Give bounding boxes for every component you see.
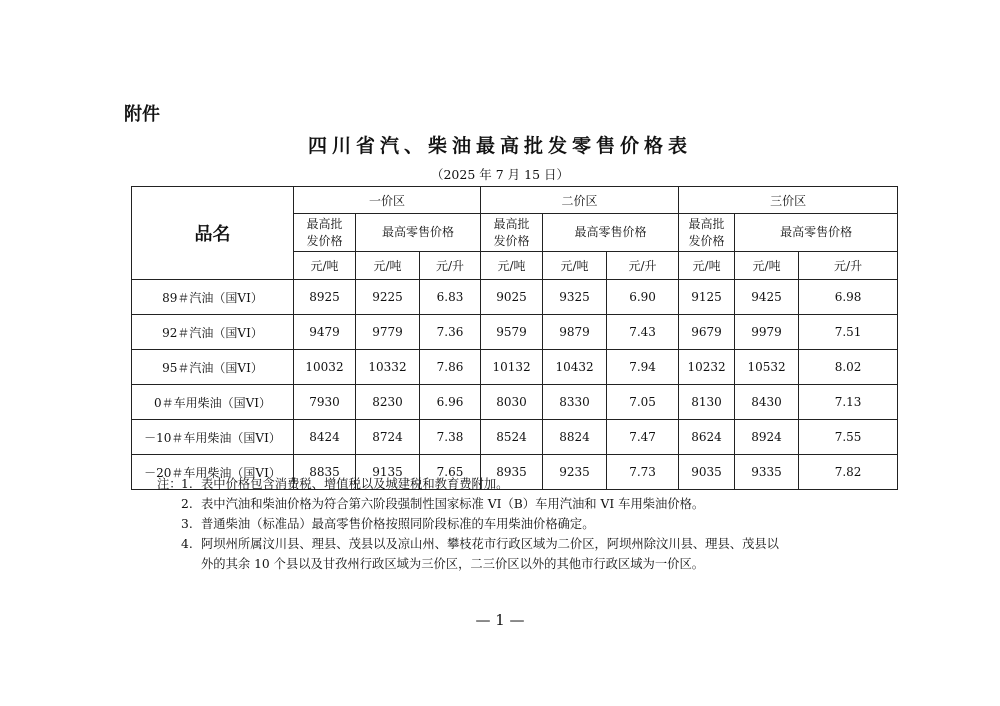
price-cell: 9225 [356,280,420,315]
product-name: 0＃车用柴油（国VI） [132,385,294,420]
note-text: 表中汽油和柴油价格为符合第六阶段强制性国家标准 VI（B）车用汽油和 VI 车用柴油价格。 [201,497,705,511]
product-name: 89＃汽油（国VI） [132,280,294,315]
price-cell: 9135 [356,455,420,490]
product-name: 95＃汽油（国VI） [132,350,294,385]
price-cell: 9335 [735,455,799,490]
note-item [157,494,897,514]
price-cell: 6.98 [799,280,898,315]
note-text: 阿坝州所属汶川县、理县、茂县以及凉山州、攀枝花市行政区域为二价区，阿坝州除汶川县、理县、茂县以 [201,537,779,551]
note-item [157,514,897,534]
price-cell: 8724 [356,420,420,455]
wholesale-price-header [294,214,356,252]
price-cell: 7.73 [607,455,679,490]
price-cell: 7930 [294,385,356,420]
price-cell: 9479 [294,315,356,350]
price-cell: 8524 [481,420,543,455]
notes-prefix: 注： [157,477,182,491]
price-cell: 8.02 [799,350,898,385]
price-cell: 9979 [735,315,799,350]
price-cell: 7.43 [607,315,679,350]
note-text: 普通柴油（标准品）最高零售价格按照同阶段标准的车用柴油价格确定。 [201,517,595,531]
price-cell: 10032 [294,350,356,385]
price-cell: 9579 [481,315,543,350]
wholesale-price-header [679,214,735,252]
price-cell: 10532 [735,350,799,385]
price-cell: 9879 [543,315,607,350]
price-cell: 8424 [294,420,356,455]
price-cell: 7.51 [799,315,898,350]
price-cell: 8230 [356,385,420,420]
attachment-label: 附件 [124,104,160,125]
unit-label: 元/吨 [356,252,420,280]
price-cell: 7.82 [799,455,898,490]
note-number: 4. [181,537,193,551]
product-name: －20＃车用柴油（国VI） [132,455,294,490]
retail-price-header: 最高零售价格 [543,214,679,252]
note-text: 表中价格包含消费税、增值税以及城建税和教育费附加。 [201,477,509,491]
zone-header: 三价区 [679,187,898,214]
unit-label: 元/吨 [543,252,607,280]
retail-price-header: 最高零售价格 [356,214,481,252]
price-cell: 10232 [679,350,735,385]
table-row [132,280,898,315]
product-name: －10＃车用柴油（国VI） [132,420,294,455]
price-cell: 8130 [679,385,735,420]
note-number: 1. [181,477,193,491]
price-cell: 9035 [679,455,735,490]
price-cell: 8935 [481,455,543,490]
price-cell: 10432 [543,350,607,385]
price-cell: 7.05 [607,385,679,420]
price-cell: 7.38 [420,420,481,455]
notes-section [157,474,897,574]
price-cell: 9235 [543,455,607,490]
table-row [132,350,898,385]
retail-price-header: 最高零售价格 [735,214,898,252]
price-table [131,186,898,490]
price-cell: 8430 [735,385,799,420]
wholesale-header-line: 发价格 [306,233,343,248]
price-cell: 8824 [543,420,607,455]
price-cell: 8030 [481,385,543,420]
wholesale-header-line: 最高批 [306,216,343,231]
price-cell: 7.13 [799,385,898,420]
wholesale-header-line: 发价格 [493,233,530,248]
wholesale-header-line: 发价格 [688,233,725,248]
price-cell: 9779 [356,315,420,350]
page-number: — 1 — [475,611,525,629]
table-row [132,420,898,455]
wholesale-price-header [481,214,543,252]
wholesale-header-line: 最高批 [688,216,725,231]
unit-label: 元/吨 [735,252,799,280]
price-cell: 6.96 [420,385,481,420]
zone-header: 一价区 [294,187,481,214]
note-item [157,534,897,554]
price-cell: 7.55 [799,420,898,455]
unit-label: 元/升 [420,252,481,280]
note-number: 3. [181,517,193,531]
date-label: （2025 年 7 月 15 日） [430,167,570,182]
price-cell: 9125 [679,280,735,315]
price-cell: 9679 [679,315,735,350]
unit-label: 元/吨 [679,252,735,280]
price-cell: 8624 [679,420,735,455]
price-cell: 9325 [543,280,607,315]
price-cell: 8835 [294,455,356,490]
product-name: 92＃汽油（国VI） [132,315,294,350]
price-cell: 8924 [735,420,799,455]
price-cell: 10332 [356,350,420,385]
price-cell: 8925 [294,280,356,315]
page-title: 四川省汽、柴油最高批发零售价格表 [307,135,692,157]
table-row [132,315,898,350]
price-cell: 7.47 [607,420,679,455]
unit-label: 元/升 [607,252,679,280]
price-cell: 7.65 [420,455,481,490]
product-name-header: 品名 [132,187,294,280]
note-number: 2. [181,497,193,511]
wholesale-header-line: 最高批 [493,216,530,231]
price-cell: 9025 [481,280,543,315]
unit-label: 元/吨 [294,252,356,280]
unit-label: 元/升 [799,252,898,280]
note-item [157,474,897,494]
price-cell: 6.83 [420,280,481,315]
zone-header: 二价区 [481,187,679,214]
table-row [132,385,898,420]
price-cell: 7.36 [420,315,481,350]
price-cell: 7.94 [607,350,679,385]
price-cell: 9425 [735,280,799,315]
unit-label: 元/吨 [481,252,543,280]
price-cell: 6.90 [607,280,679,315]
price-cell: 10132 [481,350,543,385]
price-cell: 8330 [543,385,607,420]
price-cell: 7.86 [420,350,481,385]
note-continuation: 外的其余 10 个县以及甘孜州行政区域为三价区，二三价区以外的其他市行政区域为一价区。 [201,557,705,571]
